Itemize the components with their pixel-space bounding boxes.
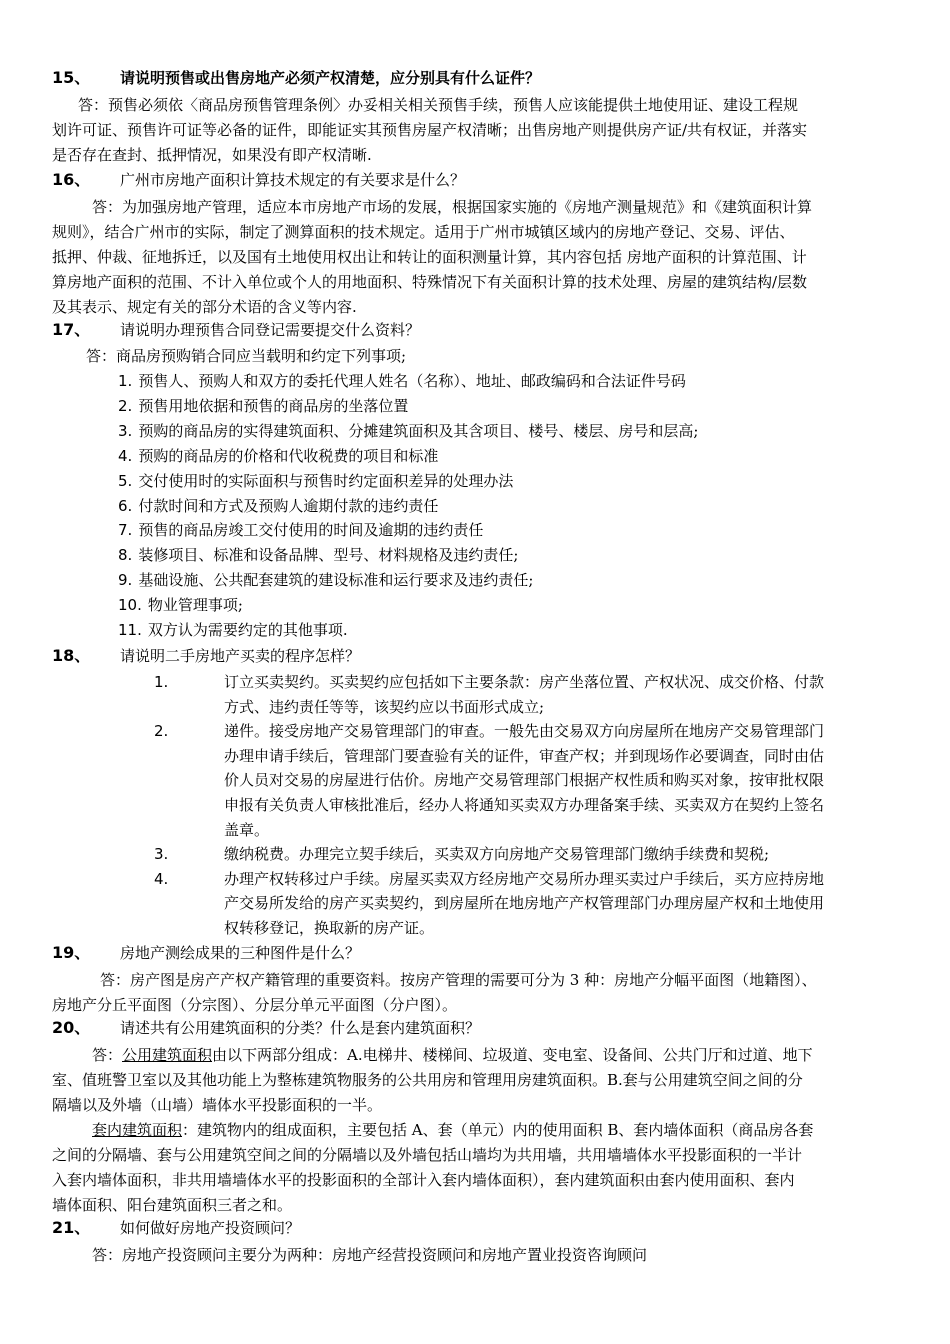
step-number: 3. xyxy=(154,845,169,864)
list-item xyxy=(118,496,438,518)
answer-line: 入套内墙体面积，非共用墙墙体水平的投影面积的全部计入套内墙体面积），套内建筑面积由套内使用面积、套内 xyxy=(52,1171,795,1189)
step-number: 1. xyxy=(154,673,169,691)
answer-lead: 答： xyxy=(92,1046,123,1064)
step-text-line: 价人员对交易的房屋进行估价。房地产交易管理部门根据产权性质和购买对象，按审批权限 xyxy=(224,771,825,790)
list-item xyxy=(118,421,698,443)
list-item-text: 物业管理事项; xyxy=(147,596,243,615)
question-title: 请说明二手房地产买卖的程序怎样？ xyxy=(120,647,361,665)
list-item xyxy=(118,520,483,542)
answer-text: 由以下两部分组成：A.电梯井、楼梯间、垃圾道、变电室、设备间、公共门厅和过道、地下 xyxy=(212,1046,813,1064)
question-title: 广州市房地产面积计算技术规定的有关要求是什么？ xyxy=(120,171,466,189)
list-item-text: 预售用地依据和预售的商品房的坐落位置 xyxy=(138,396,409,415)
list-item-number: 2. xyxy=(118,396,133,415)
answer-intro: 答：商品房预购销合同应当载明和约定下列事项; xyxy=(86,347,407,365)
answer-line: 答：预售必须依〈商品房预售管理条例〉办妥相关相关预售手续，预售人应该能提供土地使用证、建设工程规 xyxy=(78,96,799,114)
question-title: 房地产测绘成果的三种图件是什么？ xyxy=(120,944,361,962)
list-item-number: 1. xyxy=(118,372,133,390)
answer-line: 隔墙以及外墙（山墙）墙体水平投影面积的一半。 xyxy=(52,1096,383,1114)
list-item xyxy=(118,595,243,617)
list-item-number: 10. xyxy=(118,596,142,615)
question-title: 请述共有公用建筑面积的分类？什么是套内建筑面积？ xyxy=(120,1019,481,1037)
step-text-line: 递件。接受房地产交易管理部门的审查。一般先由交易双方向房屋所在地房产交易管理部门 xyxy=(224,722,825,741)
list-item xyxy=(118,545,518,567)
list-item xyxy=(118,396,408,418)
question-title: 请说明预售或出售房地产必须产权清楚，应分别具有什么证件？ xyxy=(120,69,541,87)
question-number: 16、 xyxy=(52,170,91,189)
step-text-line: 方式、违约责任等等，该契约应以书面形式成立; xyxy=(224,697,545,716)
list-item xyxy=(118,371,686,393)
step-text-line: 盖章。 xyxy=(224,820,270,839)
answer-text: ：建筑物内的组成面积，主要包括 A、套（单元）内的使用面积 B、套内墙体面积（商品房各套 xyxy=(182,1121,814,1139)
list-item-text: 交付使用时的实际面积与预售时约定面积差异的处理办法 xyxy=(138,471,514,490)
list-item-number: 5. xyxy=(118,471,133,490)
step-text-line: 缴纳税费。办理完立契手续后，买卖双方向房地产交易管理部门缴纳手续费和契税; xyxy=(224,845,770,864)
step-text-line: 订立买卖契约。买卖契约应包括如下主要条款：房产坐落位置、产权状况、成交价格、付款 xyxy=(224,673,825,691)
list-item-text: 双方认为需要约定的其他事项. xyxy=(147,621,348,639)
question-number: 15、 xyxy=(52,68,91,87)
step-text-line: 产交易所发给的房产买卖契约，到房屋所在地房地产产权管理部门办理房屋产权和土地使用 xyxy=(224,894,825,913)
question-title: 如何做好房地产投资顾问？ xyxy=(120,1219,301,1237)
list-item-number: 3. xyxy=(118,421,133,440)
list-item-text: 预购的商品房的实得建筑面积、分摊建筑面积及其含项目、楼号、楼层、房号和层高; xyxy=(138,421,699,440)
list-item-text: 基础设施、公共配套建筑的建设标准和运行要求及违约责任; xyxy=(138,571,534,590)
list-item-text: 付款时间和方式及预购人逾期付款的违约责任 xyxy=(138,496,439,515)
step-text-line: 办理申请手续后，管理部门要查验有关的证件，审查产权；并到现场作必要调查，同时由估 xyxy=(224,746,825,765)
answer-line: 之间的分隔墙、套与公用建筑空间之间的分隔墙以及外墙包括山墙均为共用墙，共用墙墙体水平投影面积的一半计 xyxy=(52,1146,803,1164)
list-item-text: 预购的商品房的价格和代收税费的项目和标准 xyxy=(138,446,439,465)
step-number: 4. xyxy=(154,869,169,888)
list-item xyxy=(118,446,438,468)
step-text-line: 权转移登记，换取新的房产证。 xyxy=(224,919,435,937)
question-number: 18、 xyxy=(52,646,91,665)
list-item-text: 预售的商品房竣工交付使用的时间及逾期的违约责任 xyxy=(138,521,484,540)
answer-line xyxy=(92,1045,813,1067)
list-item-number: 6. xyxy=(118,496,133,515)
term-public-area: 公用建筑面积 xyxy=(122,1046,213,1064)
question-title: 请说明办理预售合同登记需要提交什么资料？ xyxy=(120,321,421,339)
list-item-number: 8. xyxy=(118,546,133,565)
term-unit-area: 套内建筑面积 xyxy=(92,1121,183,1139)
step-number: 2. xyxy=(154,722,169,741)
list-item-text: 预售人、预购人和双方的委托代理人姓名（名称）、地址、邮政编码和合法证件号码 xyxy=(138,372,686,390)
question-number: 20、 xyxy=(52,1018,91,1037)
list-item-number: 11. xyxy=(118,621,142,639)
step-text-line: 申报有关负责人审核批准后，经办人将通知买卖双方办理备案手续、买卖双方在契约上签名 xyxy=(224,796,825,814)
answer-line: 墙体面积、阳台建筑面积三者之和。 xyxy=(52,1196,293,1214)
answer-line: 房地产分丘平面图（分宗图）、分层分单元平面图（分户图）。 xyxy=(52,996,458,1014)
answer-line xyxy=(92,1120,813,1142)
question-number: 19、 xyxy=(52,943,91,962)
step-text-line: 办理产权转移过户手续。房屋买卖双方经房地产交易所办理买卖过户手续后，买方应持房地 xyxy=(224,869,825,888)
answer-line: 是否存在查封、抵押情况，如果没有即产权清晰. xyxy=(52,146,372,164)
list-item xyxy=(118,570,533,592)
question-number: 21、 xyxy=(52,1218,91,1237)
answer-line: 及其表示、规定有关的部分术语的含义等内容. xyxy=(52,298,357,316)
answer-line: 答：房产图是房产产权产籍管理的重要资料。按房产管理的需要可分为 3 种：房地产分幅平面图（地籍图）、 xyxy=(100,971,817,989)
list-item xyxy=(118,471,513,493)
list-item-number: 7. xyxy=(118,521,133,540)
answer-line: 答：房地产投资顾问主要分为两种：房地产经营投资顾问和房地产置业投资咨询顾问 xyxy=(92,1246,648,1264)
question-number: 17、 xyxy=(52,320,91,339)
answer-line: 答：为加强房地产管理，适应本市房地产市场的发展，根据国家实施的《房地产测量规范》和《建筑面积计算 xyxy=(92,198,813,216)
answer-line: 抵押、仲裁、征地拆迁，以及国有土地使用权出让和转让的面积测量计算，其内容包括 房地产面积的计算范围、计 xyxy=(52,248,807,266)
answer-line: 算房地产面积的范围、不计入单位或个人的用地面积、特殊情况下有关面积计算的技术处理、房屋的建筑结构/层数 xyxy=(52,273,808,291)
answer-line: 室、值班警卫室以及其他功能上为整栋建筑物服务的公共用房和管理用房建筑面积。B.套与公用建筑空间之间的分 xyxy=(52,1071,803,1089)
list-item-number: 4. xyxy=(118,446,133,465)
list-item-number: 9. xyxy=(118,571,133,590)
answer-line: 规则》，结合广州市的实际，制定了测算面积的技术规定。适用于广州市城镇区域内的房地产登记、交易、评估、 xyxy=(52,223,795,241)
list-item-text: 装修项目、标准和设备品牌、型号、材料规格及违约责任; xyxy=(138,546,519,565)
list-item xyxy=(118,620,348,642)
answer-line: 划许可证、预售许可证等必备的证件，即能证实其预售房屋产权清晰；出售房地产则提供房产证/共有权证，并落实 xyxy=(52,121,808,139)
